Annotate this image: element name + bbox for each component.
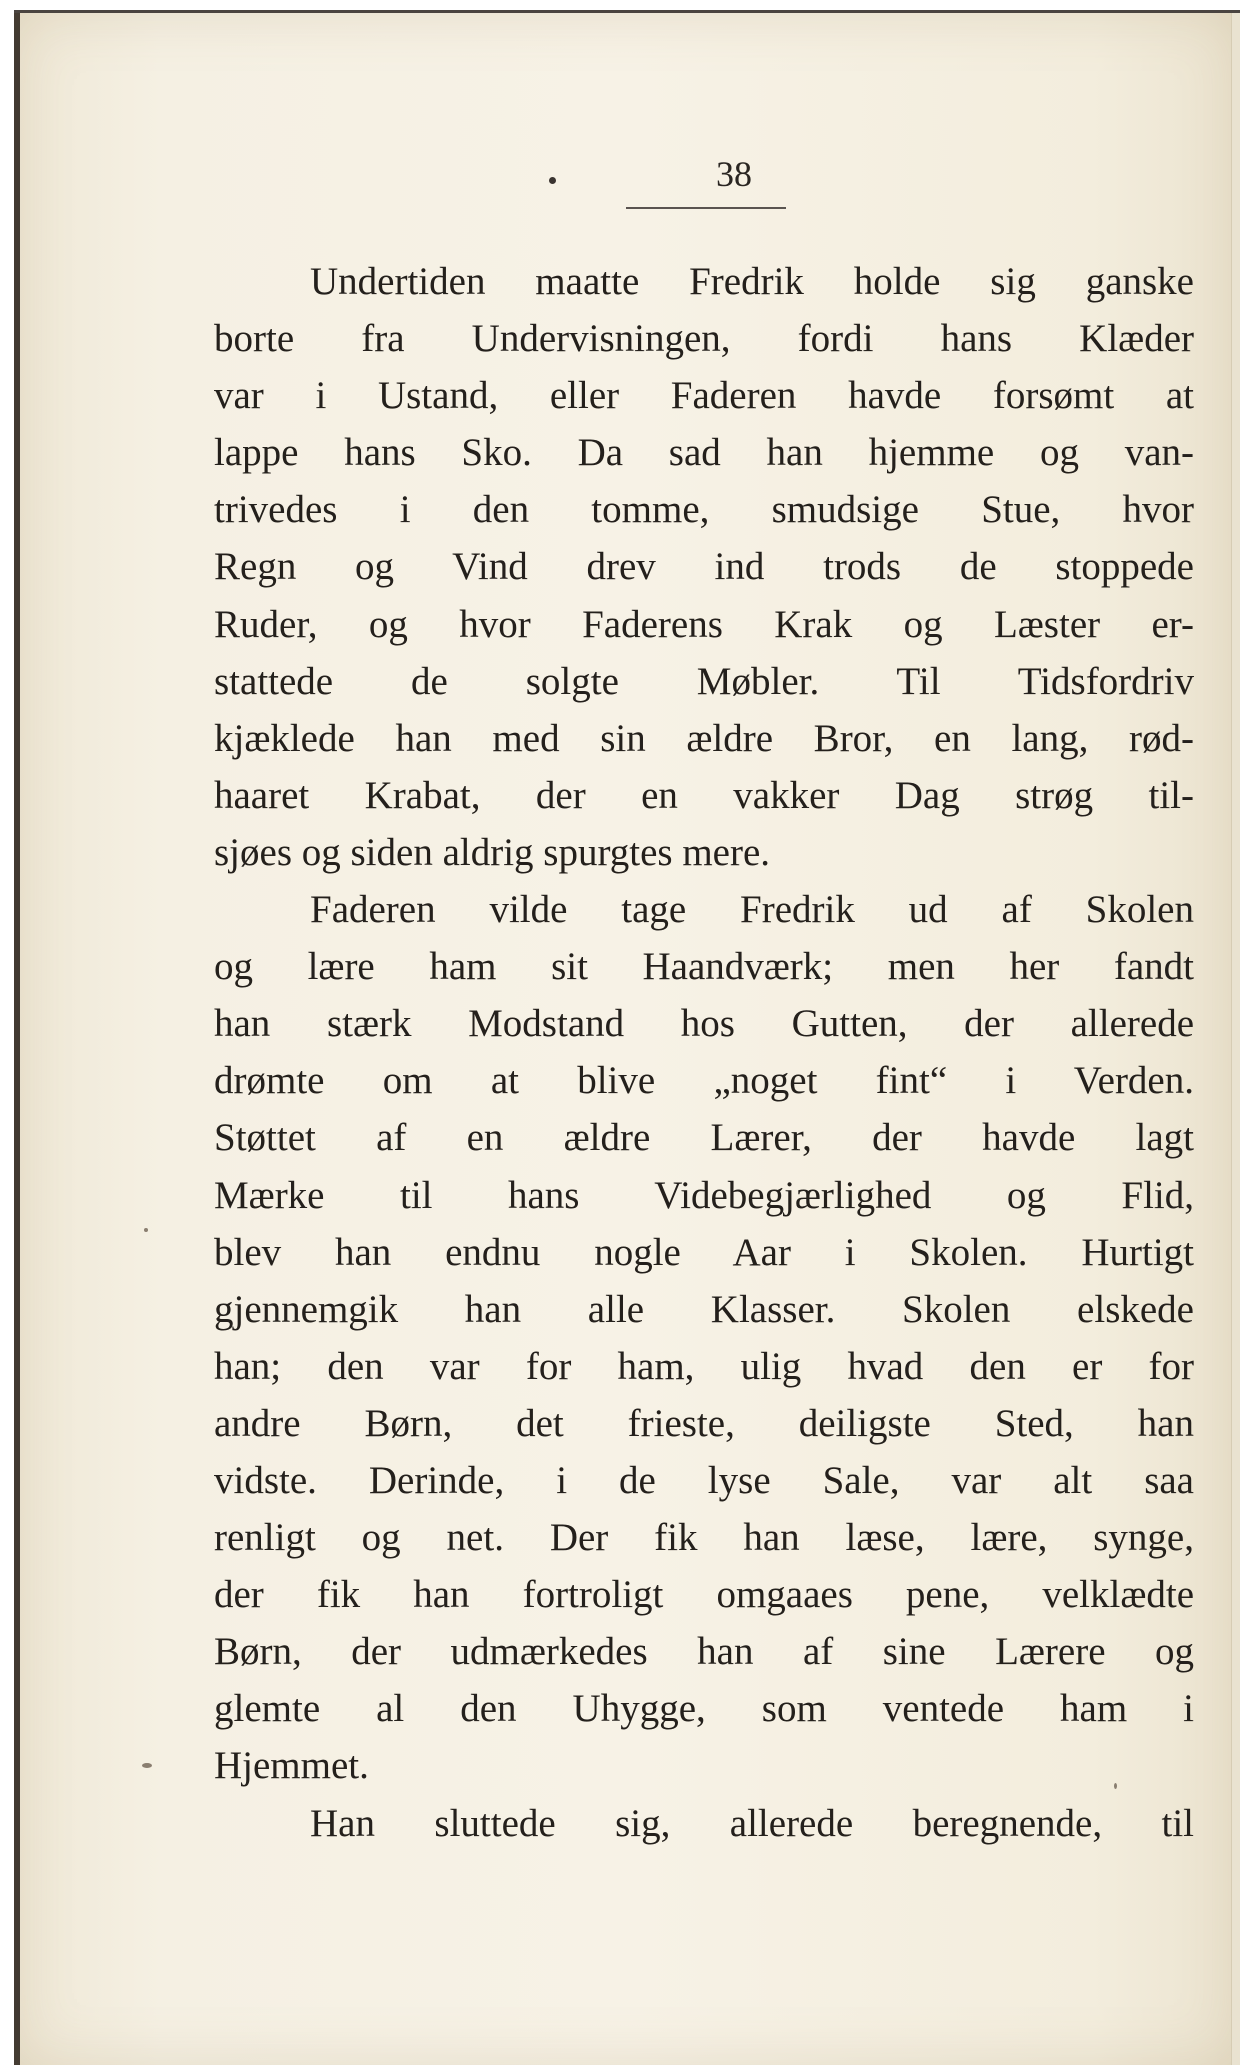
text-line: trivedes i den tomme, smudsige Stue, hvor bbox=[214, 488, 1194, 532]
text-line: der fik han fortroligt omgaaes pene, velklædte bbox=[214, 1573, 1194, 1617]
text-line: borte fra Undervisningen, fordi hans Klæder bbox=[214, 317, 1194, 361]
text-line: kjæklede han med sin ældre Bror, en lang, rød- bbox=[214, 716, 1194, 760]
text-line: Han sluttede sig, allerede beregnende, til bbox=[310, 1801, 1194, 1845]
text-line: Undertiden maatte Fredrik holde sig ganske bbox=[310, 260, 1194, 303]
book-page bbox=[14, 10, 1240, 2065]
text-line: han; den var for ham, ulig hvad den er for bbox=[214, 1344, 1194, 1388]
paper-speck bbox=[142, 1763, 152, 1768]
text-line: Børn, der udmærkedes han af sine Lærere og bbox=[214, 1630, 1194, 1674]
text-line: han stærk Modstand hos Gutten, der allerede bbox=[214, 1002, 1194, 1046]
text-line: og lære ham sit Haandværk; men her fandt bbox=[214, 945, 1194, 989]
paper-speck bbox=[144, 1228, 148, 1232]
text-line: renligt og net. Der fik han læse, lære, synge, bbox=[214, 1516, 1194, 1560]
text-line: drømte om at blive „noget fint“ i Verden. bbox=[214, 1059, 1194, 1103]
page-number-rule bbox=[626, 207, 786, 209]
text-line: var i Ustand, eller Faderen havde forsømt at bbox=[214, 374, 1194, 418]
text-line: Hjemmet. bbox=[214, 1744, 369, 1788]
paper-speck bbox=[1114, 1783, 1117, 1789]
text-line: gjennemgik han alle Klasser. Skolen elskede bbox=[214, 1287, 1194, 1331]
text-line: lappe hans Sko. Da sad han hjemme og van- bbox=[214, 431, 1194, 475]
text-line: Støttet af en ældre Lærer, der havde lagt bbox=[214, 1116, 1194, 1160]
text-line: andre Børn, det frieste, deiligste Sted, han bbox=[214, 1401, 1194, 1445]
text-line: Mærke til hans Videbegjærlighed og Flid, bbox=[214, 1173, 1194, 1217]
page-number: 38 bbox=[716, 154, 752, 194]
text-line: sjøes og siden aldrig spurgtes mere. bbox=[214, 830, 771, 874]
text-line: glemte al den Uhygge, som ventede ham i bbox=[214, 1687, 1194, 1731]
text-line: blev han endnu nogle Aar i Skolen. Hurtigt bbox=[214, 1230, 1194, 1274]
text-line: Faderen vilde tage Fredrik ud af Skolen bbox=[310, 888, 1194, 932]
text-line: stattede de solgte Møbler. Til Tidsfordriv bbox=[214, 659, 1194, 703]
text-line: Regn og Vind drev ind trods de stoppede bbox=[214, 545, 1194, 589]
text-line: haaret Krabat, der en vakker Dag strøg til- bbox=[214, 773, 1194, 817]
body-text bbox=[214, 253, 1194, 1852]
text-line: vidste. Derinde, i de lyse Sale, var alt saa bbox=[214, 1458, 1194, 1502]
printer-mark bbox=[549, 177, 556, 184]
text-line: Ruder, og hvor Faderens Krak og Læster er- bbox=[214, 602, 1194, 646]
